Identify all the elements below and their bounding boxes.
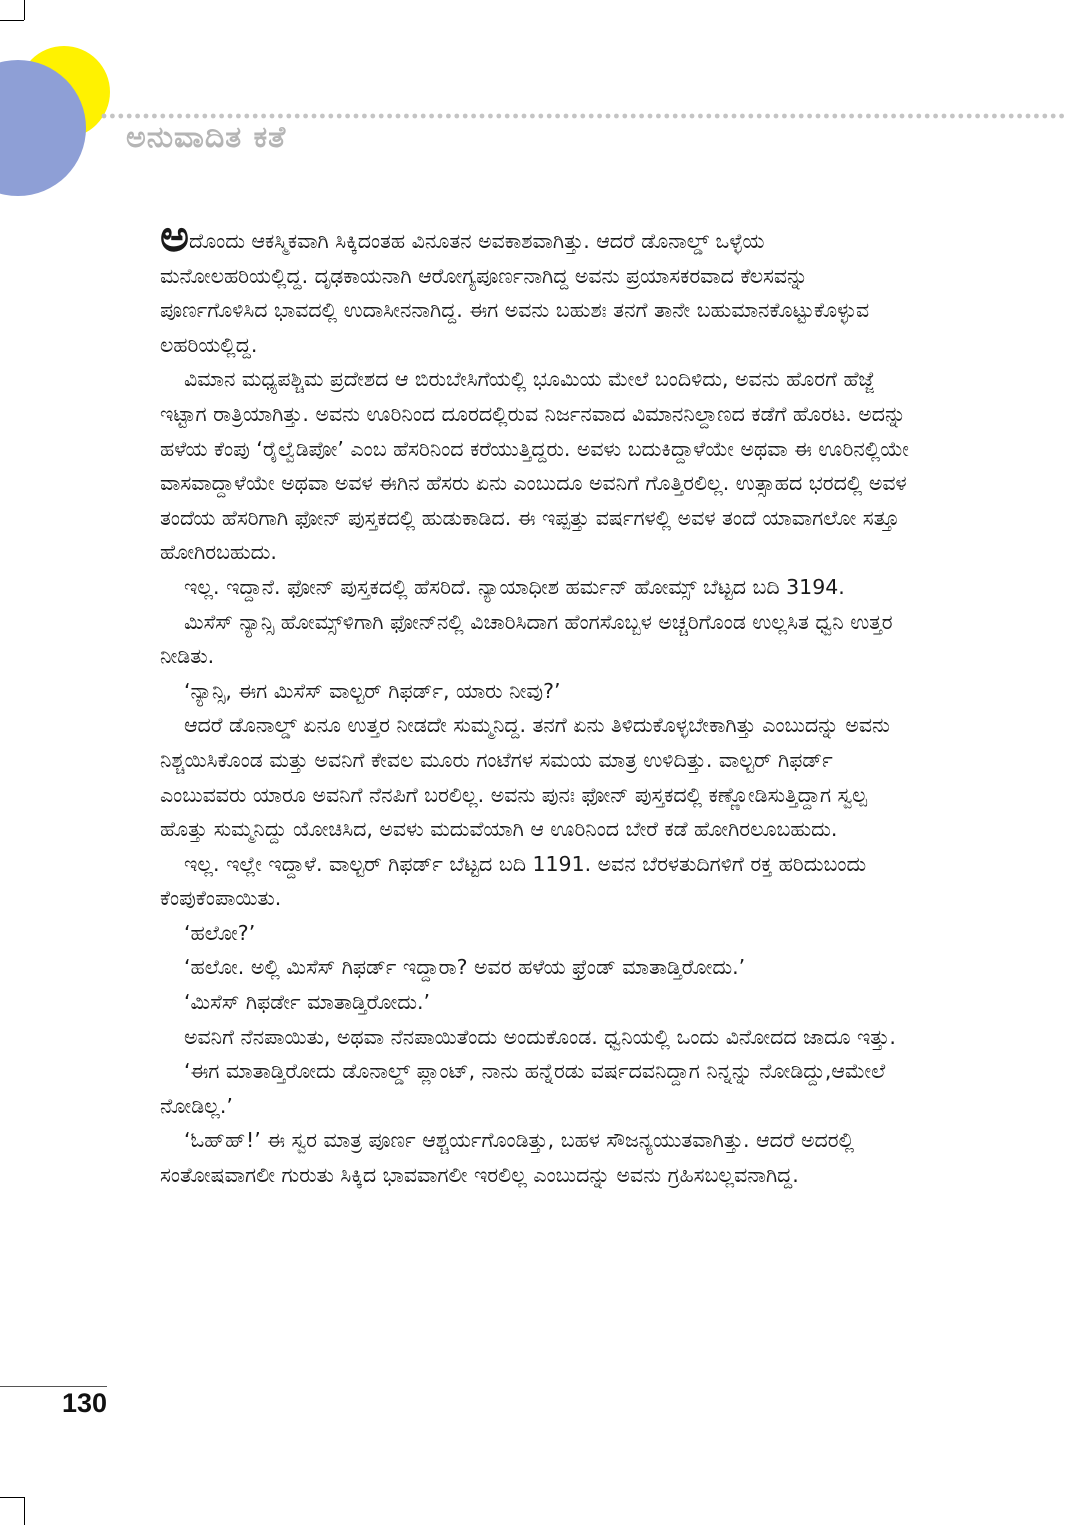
rule-dot <box>916 114 921 119</box>
page-number: 130 <box>62 1388 108 1418</box>
rule-dot <box>412 114 417 119</box>
rule-dot <box>681 114 686 119</box>
rule-dot <box>883 114 888 119</box>
crop-mark-bottom <box>24 1497 25 1525</box>
paragraph: ‘ಮಿಸೆಸ್ ಗಿಫರ್ಡೇ ಮಾತಾಡ್ತಿರೋದು.’ <box>184 990 431 1015</box>
rule-dot <box>1034 114 1039 119</box>
rule-dot <box>832 114 837 119</box>
rule-dot <box>177 114 182 119</box>
rule-dot <box>748 114 753 119</box>
rule-dot <box>160 114 165 119</box>
rule-dot <box>446 114 451 119</box>
rule-dot <box>765 114 770 119</box>
paragraph: ಇಲ್ಲ. ಇದ್ದಾನೆ. ಫೋನ್ ಪುಸ್ತಕದಲ್ಲಿ ಹೆಸರಿದೆ. ನ್ಯಾಯಾಧೀಶ ಹರ್ಮನ್ ಹೋಮ್ಸ್ ಬೆಟ್ಟದ ಬದಿ 3194. <box>184 574 845 599</box>
rule-dot <box>303 114 308 119</box>
paragraph: ‘ಹಲೋ. ಅಲ್ಲಿ ಮಿಸೆಸ್ ಗಿಫರ್ಡ್ ಇದ್ದಾರಾ? ಅವರ ಹಳೆಯ ಫ್ರೆಂಡ್ ಮಾತಾಡ್ತಿರೋದು.’ <box>184 955 746 980</box>
rule-dot <box>219 114 224 119</box>
rule-dot <box>144 114 149 119</box>
rule-dot <box>622 114 627 119</box>
rule-dot <box>463 114 468 119</box>
rule-dot <box>992 114 997 119</box>
rule-dot <box>496 114 501 119</box>
paragraph: ‘ಈಗ ಮಾತಾಡ್ತಿರೋದು ಡೊನಾಲ್ಡ್ ಪ್ಲಾಂಟ್, ನಾನು ಹನ್ನೆರಡು ವರ್ಷದವನಿದ್ದಾಗ ನಿನ್ನನ್ನು ನೋಡಿದ್ದು,ಆಮೇಲೆ ನೋಡಿಲ್ಲ.’ <box>160 1059 886 1118</box>
rule-dot <box>790 114 795 119</box>
rule-dot <box>438 114 443 119</box>
dotted-rule <box>102 114 1064 119</box>
rule-dot <box>211 114 216 119</box>
page-number-rule <box>0 1386 107 1387</box>
rule-dot <box>706 114 711 119</box>
rule-dot <box>698 114 703 119</box>
rule-dot <box>538 114 543 119</box>
rule-dot <box>942 114 947 119</box>
rule-dot <box>740 114 745 119</box>
paragraph: ಅವನಿಗೆ ನೆನಪಾಯಿತು, ಅಥವಾ ನೆನಪಾಯಿತೆಂದು ಅಂದುಕೊಂಡ. ಧ್ವನಿಯಲ್ಲಿ ಒಂದು ವಿನೋದದ ಜಾದೂ ಇತ್ತು. <box>184 1024 896 1049</box>
paragraph <box>160 211 910 362</box>
rule-dot <box>345 114 350 119</box>
rule-dot <box>530 114 535 119</box>
rule-dot <box>1059 114 1064 119</box>
rule-dot <box>118 114 123 119</box>
rule-dot <box>127 114 132 119</box>
rule-dot <box>244 114 249 119</box>
story-body <box>160 211 910 1193</box>
drop-cap: ಅ <box>160 211 189 262</box>
rule-dot <box>337 114 342 119</box>
rule-dot <box>555 114 560 119</box>
paragraph: ‘ಓಹ್‌ಹ್!’ ಈ ಸ್ವರ ಮಾತ್ರ ಪೂರ್ಣ ಆಶ್ಚರ್ಯಗೊಂಡಿತ್ತು, ಬಹಳ ಸೌಜನ್ಯಯುತವಾಗಿತ್ತು. ಆದರೆ ಅದರಲ್ಲಿ ಸಂತೋಷವಾಗಲೀ ಗುರುತು ಸಿಕ್ಕಿದ ಭಾವವಾಗಲೀ ಇರಲಿಲ್ಲ ಎಂಬುದನ್ನು ಅವನು ಗ್ರಹಿಸಬಲ್ಲವನಾಗಿದ್ದ. <box>160 1128 855 1188</box>
rule-dot <box>370 114 375 119</box>
rule-dot <box>286 114 291 119</box>
rule-dot <box>513 114 518 119</box>
rule-dot <box>732 114 737 119</box>
rule-dot <box>1017 114 1022 119</box>
rule-dot <box>236 114 241 119</box>
rule-dot <box>1009 114 1014 119</box>
rule-dot <box>421 114 426 119</box>
rule-dot <box>471 114 476 119</box>
rule-dot <box>723 114 728 119</box>
rule-dot <box>278 114 283 119</box>
rule-dot <box>631 114 636 119</box>
rule-dot <box>816 114 821 119</box>
rule-dot <box>186 114 191 119</box>
rule-dot <box>379 114 384 119</box>
rule-dot <box>849 114 854 119</box>
rule-dot <box>958 114 963 119</box>
rule-dot <box>102 114 107 119</box>
rule-dot <box>312 114 317 119</box>
rule-dot <box>110 114 115 119</box>
rule-dot <box>547 114 552 119</box>
rule-dot <box>1042 114 1047 119</box>
rule-dot <box>606 114 611 119</box>
section-title: ಅನುವಾದಿತ ಕತೆ <box>126 120 287 155</box>
rule-dot <box>362 114 367 119</box>
rule-dot <box>874 114 879 119</box>
rule-dot <box>774 114 779 119</box>
rule-dot <box>664 114 669 119</box>
rule-dot <box>639 114 644 119</box>
rule-dot <box>984 114 989 119</box>
rule-dot <box>824 114 829 119</box>
rule-dot <box>354 114 359 119</box>
rule-dot <box>135 114 140 119</box>
rule-dot <box>404 114 409 119</box>
paragraph: ಇಲ್ಲ. ಇಲ್ಲೇ ಇದ್ದಾಳೆ. ವಾಲ್ಟರ್ ಗಿಫರ್ಡ್ ಬೆಟ್ಟದ ಬದಿ 1191. ಅವನ ಬೆರಳತುದಿಗಳಿಗೆ ರಕ್ತ ಹರಿದುಬಂದು ಕೆಂಪುಕೆಂಪಾಯಿತು. <box>160 851 867 911</box>
rule-dot <box>564 114 569 119</box>
rule-dot <box>1026 114 1031 119</box>
rule-dot <box>866 114 871 119</box>
rule-dot <box>807 114 812 119</box>
rule-dot <box>387 114 392 119</box>
rule-dot <box>169 114 174 119</box>
rule-dot <box>757 114 762 119</box>
paragraph: ‘ಹಲೋ?’ <box>184 920 256 945</box>
rule-dot <box>673 114 678 119</box>
paragraph-text: ದೊಂದು ಆಕಸ್ಮಿಕವಾಗಿ ಸಿಕ್ಕಿದಂತಹ ವಿನೂತನ ಅವಕಾಶವಾಗಿತ್ತು. ಆದರೆ ಡೊನಾಲ್ಡ್ ಒಳ್ಳೆಯ ಮನೋಲಹರಿಯಲ್ಲಿದ್ದ. ದೃಢಕಾಯನಾಗಿ ಆರೋಗ್ಯಪೂರ್ಣನಾಗಿದ್ದ ಅವನು ಪ್ರಯಾಸಕರವಾದ ಕೆಲಸವನ್ನು ಪೂರ್ಣಗೊಳಿಸಿದ ಭಾವದಲ್ಲಿ ಉದಾಸೀನನಾಗಿದ್ದ. ಈಗ ಅವನು ಬಹುಶಃ ತನಗೆ ತಾನೇ ಬಹುಮಾನಕೊಟ್ಟುಕೊಳ್ಳುವ ಲಹರಿಯಲ್ಲಿದ್ದ. <box>160 229 870 357</box>
rule-dot <box>261 114 266 119</box>
rule-dot <box>933 114 938 119</box>
rule-dot <box>454 114 459 119</box>
paragraph: ಆದರೆ ಡೊನಾಲ್ಡ್ ಏನೂ ಉತ್ತರ ನೀಡದೇ ಸುಮ್ಮನಿದ್ದ. ತನಗೆ ಏನು ತಿಳಿದುಕೊಳ್ಳಬೇಕಾಗಿತ್ತು ಎಂಬುದನ್ನು ಅವನು ನಿಶ್ಚಯಿಸಿಕೊಂಡ ಮತ್ತು ಅವನಿಗೆ ಕೇವಲ ಮೂರು ಗಂಟೆಗಳ ಸಮಯ ಮಾತ್ರ ಉಳಿದಿತ್ತು. ವಾಲ್ಟರ್ ಗಿಫರ್ಡ್ ಎಂಬುವವರು ಯಾರೂ ಅವನಿಗೆ ನೆನಪಿಗೆ ಬರಲಿಲ್ಲ. ಅವನು ಪುನಃ ಫೋನ್ ಪುಸ್ತಕದಲ್ಲಿ ಕಣ್ಣೋಡಿಸುತ್ತಿದ್ದಾಗ ಸ್ವಲ್ಪ ಹೊತ್ತು ಸುಮ್ಮನಿದ್ದು ಯೋಚಿಸಿದ, ಅವಳು ಮದುವೆಯಾಗಿ ಆ ಊರಿನಿಂದ ಬೇರೆ ಕಡೆ ಹೋಗಿರಲೂಬಹುದು. <box>160 713 890 842</box>
rule-dot <box>597 114 602 119</box>
header-decoration <box>0 0 1072 210</box>
rule-dot <box>580 114 585 119</box>
rule-dot <box>614 114 619 119</box>
paragraph: ವಿಮಾನ ಮಧ್ಯಪಶ್ಚಿಮ ಪ್ರದೇಶದ ಆ ಬಿರುಬೇಸಿಗೆಯಲ್ಲಿ ಭೂಮಿಯ ಮೇಲೆ ಬಂದಿಳಿದು, ಅವನು ಹೊರಗೆ ಹೆಜ್ಜೆ ಇಟ್ಟಾಗ ರಾತ್ರಿಯಾಗಿತ್ತು. ಅವನು ಊರಿನಿಂದ ದೂರದಲ್ಲಿರುವ ನಿರ್ಜನವಾದ ವಿಮಾನನಿಲ್ದಾಣದ ಕಡೆಗೆ ಹೊರಟ. ಅದನ್ನು ಹಳೆಯ ಕೆಂಪು ‘ರೈಲ್ವೆಡಿಪೋ’ ಎಂಬ ಹೆಸರಿನಿಂದ ಕರೆಯುತ್ತಿದ್ದರು. ಅವಳು ಬದುಕಿದ್ದಾಳೆಯೇ ಅಥವಾ ಈ ಊರಿನಲ್ಲಿಯೇ ವಾಸವಾದ್ದಾಳೆಯೇ ಅಥವಾ ಅವಳ ಈಗಿನ ಹೆಸರು ಏನು ಎಂಬುದೂ ಅವನಿಗೆ ಗೊತ್ತಿರಲಿಲ್ಲ. ಉತ್ಸಾಹದ ಭರದಲ್ಲಿ ಅವಳ ತಂದೆಯ ಹೆಸರಿಗಾಗಿ ಫೋನ್ ಪುಸ್ತಕದಲ್ಲಿ ಹುಡುಕಾಡಿದ. ಈ ಇಪ್ಪತ್ತು ವರ್ಷಗಳಲ್ಲಿ ಅವಳ ತಂದೆ ಯಾವಾಗಲೋ ಸತ್ತೂ ಹೋಗಿರಬಹುದು. <box>160 367 909 565</box>
rule-dot <box>858 114 863 119</box>
rule-dot <box>152 114 157 119</box>
rule-dot <box>228 114 233 119</box>
rule-dot <box>429 114 434 119</box>
rule-dot <box>1051 114 1056 119</box>
rule-dot <box>194 114 199 119</box>
rule-dot <box>950 114 955 119</box>
rule-dot <box>891 114 896 119</box>
rule-dot <box>715 114 720 119</box>
rule-dot <box>799 114 804 119</box>
paragraph: ‘ನ್ಯಾನ್ಸಿ, ಈಗ ಮಿಸೆಸ್ ವಾಲ್ಟರ್ ಗಿಫರ್ಡ್, ಯಾರು ನೀವು?’ <box>184 678 561 703</box>
rule-dot <box>253 114 258 119</box>
rule-dot <box>396 114 401 119</box>
rule-dot <box>656 114 661 119</box>
rule-dot <box>908 114 913 119</box>
rule-dot <box>505 114 510 119</box>
rule-dot <box>900 114 905 119</box>
rule-dot <box>782 114 787 119</box>
rule-dot <box>295 114 300 119</box>
rule-dot <box>320 114 325 119</box>
rule-dot <box>841 114 846 119</box>
rule-dot <box>270 114 275 119</box>
crop-mark-bottom <box>0 1497 24 1498</box>
rule-dot <box>328 114 333 119</box>
rule-dot <box>925 114 930 119</box>
rule-dot <box>690 114 695 119</box>
rule-dot <box>1000 114 1005 119</box>
rule-dot <box>975 114 980 119</box>
rule-dot <box>488 114 493 119</box>
rule-dot <box>202 114 207 119</box>
rule-dot <box>572 114 577 119</box>
rule-dot <box>480 114 485 119</box>
rule-dot <box>522 114 527 119</box>
rule-dot <box>589 114 594 119</box>
rule-dot <box>648 114 653 119</box>
rule-dot <box>967 114 972 119</box>
paragraph: ಮಿಸೆಸ್ ನ್ಯಾನ್ಸಿ ಹೋಮ್ಸ್‌ಳಿಗಾಗಿ ಫೋನ್‌ನಲ್ಲಿ ವಿಚಾರಿಸಿದಾಗ ಹೆಂಗಸೊಬ್ಬಳ ಅಚ್ಚರಿಗೊಂಡ ಉಲ್ಲಸಿತ ಧ್ವನಿ ಉತ್ತರ ನೀಡಿತು. <box>160 609 893 669</box>
